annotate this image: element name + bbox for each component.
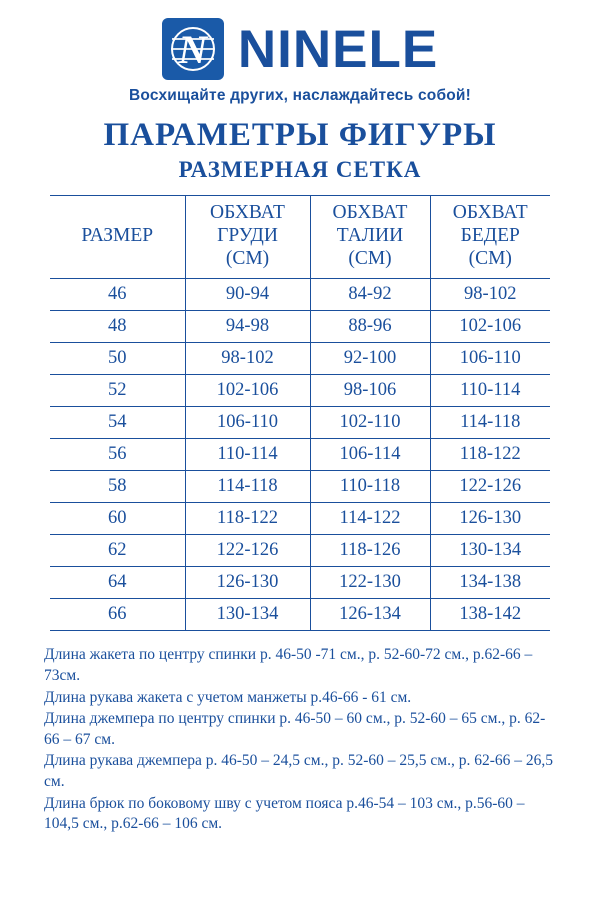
cell-bust: 130-134 xyxy=(185,599,310,631)
table-row xyxy=(50,439,550,471)
cell-size: 64 xyxy=(50,567,185,599)
cell-size: 60 xyxy=(50,503,185,535)
cell-waist: 98-106 xyxy=(310,375,430,407)
table-row xyxy=(50,599,550,631)
cell-size: 62 xyxy=(50,535,185,567)
cell-bust: 114-118 xyxy=(185,471,310,503)
cell-waist: 88-96 xyxy=(310,311,430,343)
table-header-row xyxy=(50,196,550,279)
table-row xyxy=(50,343,550,375)
column-header-bust: ОБХВАТ ГРУДИ (СМ) xyxy=(185,196,310,279)
cell-size: 56 xyxy=(50,439,185,471)
table-row xyxy=(50,567,550,599)
cell-bust: 102-106 xyxy=(185,375,310,407)
cell-bust: 110-114 xyxy=(185,439,310,471)
brand-name: NINELE xyxy=(237,19,439,79)
size-table-wrapper xyxy=(50,195,550,631)
cell-size: 66 xyxy=(50,599,185,631)
cell-bust: 122-126 xyxy=(185,535,310,567)
cell-waist: 122-130 xyxy=(310,567,430,599)
note-jacket-length: Длина жакета по центру спинки р. 46-50 -71 см., р. 52-60-72 см., р.62-66 – 73см. xyxy=(44,646,533,685)
column-header-waist: ОБХВАТ ТАЛИИ (СМ) xyxy=(310,196,430,279)
table-row xyxy=(50,375,550,407)
note-trousers-length: Длина брюк по боковому шву с учетом пояса р.46-54 – 103 см., р.56-60 – 104,5 см., р.62-66 – 106 см. xyxy=(44,794,525,833)
cell-size: 50 xyxy=(50,343,185,375)
cell-bust: 118-122 xyxy=(185,503,310,535)
cell-waist: 114-122 xyxy=(310,503,430,535)
table-body xyxy=(50,279,550,631)
logo-letter-n: N xyxy=(178,26,208,72)
cell-bust: 106-110 xyxy=(185,407,310,439)
brand-tagline: Восхищайте других, наслаждайтесь собой! xyxy=(128,87,472,104)
cell-hips: 98-102 xyxy=(430,279,550,311)
cell-hips: 130-134 xyxy=(430,535,550,567)
cell-bust: 126-130 xyxy=(185,567,310,599)
cell-waist: 92-100 xyxy=(310,343,430,375)
cell-hips: 110-114 xyxy=(430,375,550,407)
measurement-notes xyxy=(44,645,560,834)
cell-size: 54 xyxy=(50,407,185,439)
size-table xyxy=(50,195,550,631)
cell-size: 58 xyxy=(50,471,185,503)
cell-bust: 94-98 xyxy=(185,311,310,343)
table-row xyxy=(50,407,550,439)
table-row xyxy=(50,311,550,343)
cell-size: 46 xyxy=(50,279,185,311)
table-row xyxy=(50,279,550,311)
table-header xyxy=(50,196,550,279)
cell-waist: 110-118 xyxy=(310,471,430,503)
cell-size: 48 xyxy=(50,311,185,343)
cell-hips: 114-118 xyxy=(430,407,550,439)
cell-waist: 84-92 xyxy=(310,279,430,311)
cell-size: 52 xyxy=(50,375,185,407)
page-title: ПАРАМЕТРЫ ФИГУРЫ xyxy=(103,117,497,153)
note-jacket-sleeve: Длина рукава жакета с учетом манжеты р.46-66 - 61 см. xyxy=(44,688,412,706)
brand-logo xyxy=(0,18,600,80)
cell-bust: 98-102 xyxy=(185,343,310,375)
size-chart-page xyxy=(0,18,600,918)
cell-hips: 138-142 xyxy=(430,599,550,631)
cell-hips: 118-122 xyxy=(430,439,550,471)
cell-hips: 102-106 xyxy=(430,311,550,343)
cell-waist: 118-126 xyxy=(310,535,430,567)
ninele-monogram-icon xyxy=(162,18,224,80)
column-header-hips: ОБХВАТ БЕДЕР (СМ) xyxy=(430,196,550,279)
column-header-size: РАЗМЕР xyxy=(50,196,185,279)
note-jumper-sleeve: Длина рукава джемпера р. 46-50 – 24,5 см., р. 52-60 – 25,5 см., р. 62-66 – 26,5 см. xyxy=(44,752,553,791)
table-row xyxy=(50,535,550,567)
cell-waist: 106-114 xyxy=(310,439,430,471)
cell-hips: 126-130 xyxy=(430,503,550,535)
cell-waist: 126-134 xyxy=(310,599,430,631)
note-jumper-length: Длина джемпера по центру спинки р. 46-50 – 60 см., р. 52-60 – 65 см., р. 62-66 – 67 см. xyxy=(44,710,546,748)
page-subtitle: РАЗМЕРНАЯ СЕТКА xyxy=(178,157,422,182)
cell-waist: 102-110 xyxy=(310,407,430,439)
cell-bust: 90-94 xyxy=(185,279,310,311)
cell-hips: 122-126 xyxy=(430,471,550,503)
table-row xyxy=(50,503,550,535)
cell-hips: 134-138 xyxy=(430,567,550,599)
table-row xyxy=(50,471,550,503)
cell-hips: 106-110 xyxy=(430,343,550,375)
